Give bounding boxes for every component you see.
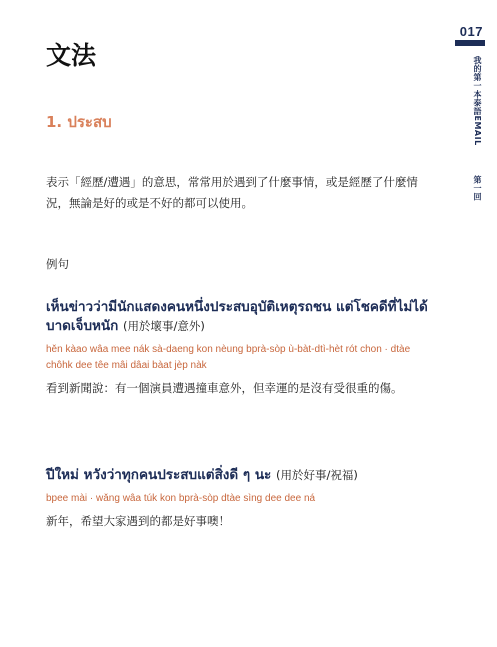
example-thai bbox=[46, 466, 431, 485]
section-heading: 1. ประสบ bbox=[46, 113, 112, 131]
example-thai-text: ปีใหม่ หวังว่าทุกคนประสบแต่สิ่งดี ๆ นะ bbox=[46, 467, 272, 483]
example-romanization: hěn kàao wâa mee nák sà-daeng kon nèung bprà-sòp ù-bàt-dtì-hèt rót chon · dtàe chôhk dee têe mâi dâai bàat jèp nàk bbox=[46, 344, 411, 371]
page-title: 文法 bbox=[46, 41, 97, 70]
example-romanization: bpee mài · wǎng wâa túk kon bprà-sòp dtàe sìng dee dee ná bbox=[46, 493, 316, 504]
example-usage-note: (用於壞事/意外) bbox=[123, 319, 205, 333]
examples-label: 例句 bbox=[46, 257, 69, 271]
page-number: 017 bbox=[459, 24, 483, 39]
example-thai-text: เห็นข่าวว่ามีนักแสดงคนหนึ่งประสบอุบัติเหตุรถชน แต่โชคดีที่ไม่ได้บาดเจ็บหนัก bbox=[46, 299, 428, 334]
section-description: 表示「經歷/遭遇」的意思，常常用於遇到了什麼事情，或是經歷了什麼情況，無論是好的或是不好的都可以使用。 bbox=[46, 175, 418, 210]
side-tab-lesson: 第一回 bbox=[473, 175, 482, 202]
example-translation: 看到新聞說：有一個演員遭遇撞車意外，但幸運的是沒有受很重的傷。 bbox=[46, 381, 403, 395]
page-number-underline bbox=[455, 40, 485, 46]
example-usage-note: (用於好事/祝福) bbox=[276, 468, 358, 482]
example-translation: 新年，希望大家遇到的都是好事噢！ bbox=[46, 514, 230, 528]
side-tab bbox=[469, 56, 483, 201]
example-sentence bbox=[46, 466, 431, 532]
example-sentence bbox=[46, 298, 431, 399]
side-tab-book-title: 我的第一本泰語EMAIL bbox=[473, 56, 482, 146]
example-thai bbox=[46, 298, 431, 336]
